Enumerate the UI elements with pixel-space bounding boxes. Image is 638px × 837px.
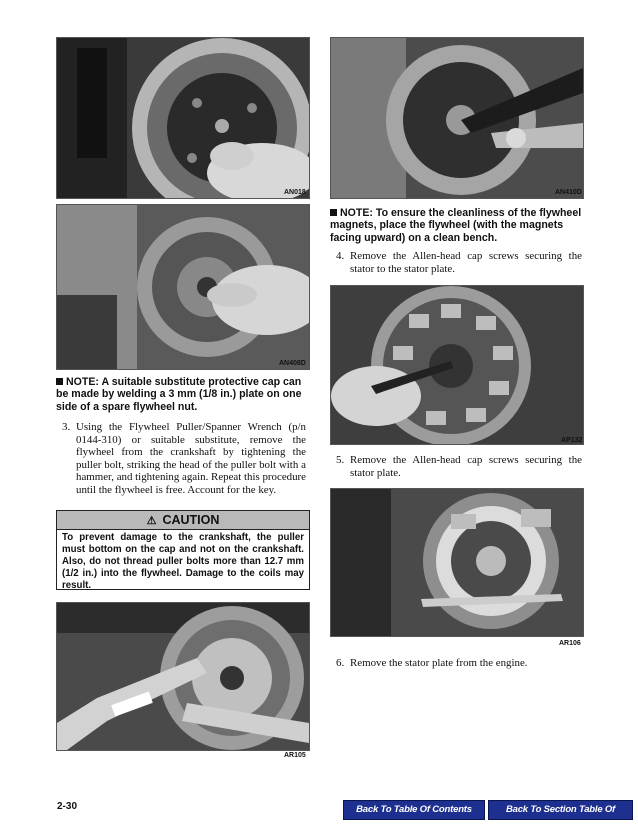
photo-flywheel-puller-installed [56,204,310,370]
photo-an408d-image [57,205,309,369]
step-4-number: 4. [336,250,345,262]
photo-ap132-image [331,286,583,444]
page-number: 2-30 [57,801,78,812]
photo-ar105-image [57,603,309,750]
step-3 [62,421,306,497]
caution-header [57,511,309,530]
caution-box [56,510,310,590]
photo-spanner-wrench [330,37,584,199]
step-4 [336,250,582,275]
figure-label-ap132: AP132 [561,437,583,444]
back-to-section-toc-button[interactable]: Back To Section Table Of Contents [488,800,633,820]
step-5-number: 5. [336,454,345,466]
photo-stator-plate [330,488,584,637]
step-3-number: 3. [62,421,71,433]
bullet-square-icon [56,378,63,385]
photo-stator-screws [330,285,584,445]
step-4-text: Remove the Allen-head cap screws securing the stator to the stator plate. [350,250,582,275]
photo-an410d-image [331,38,583,198]
step-6-number: 6. [336,657,345,669]
bullet-square-icon [330,209,337,216]
note-protective-cap [56,376,308,413]
figure-label-an018: AN018 [284,189,306,196]
caution-title: CAUTION [162,513,220,527]
photo-ar106-image [331,489,583,636]
step-6 [336,657,582,670]
step-3-text: Using the Flywheel Puller/Spanner Wrench (p/n 0144-310) or suitable substitute, remove the flywheel from the crankshaft by tightening the puller bolt, striking the head of the puller bolt with a hammer, and tightening again. Repeat this procedure until the flywheel is free. Account for the key. [76,421,307,496]
step-5-text: Remove the Allen-head cap screws securing the stator plate. [350,454,582,479]
figure-label-an410d: AN410D [555,189,582,196]
note-protective-cap-text: NOTE: A suitable substitute protective cap can be made by welding a 3 mm (1/8 in.) plate on one side of a spare flywheel nut. [56,376,302,413]
caution-text: To prevent damage to the crankshaft, the puller must bottom on the cap and not on the crankshaft. Also, do not thread puller bolts more than 12.7 mm (1/2 in.) into the flywheel. Damage to the coils may result. [62,532,304,592]
photo-flywheel-nut-removal [56,37,310,199]
step-5 [336,454,582,479]
photo-an018-image [57,38,309,198]
step-6-text: Remove the stator plate from the engine. [350,657,528,669]
figure-label-ar106: AR106 [559,640,581,647]
note-flywheel-magnets-text: NOTE: To ensure the cleanliness of the flywheel magnets, place the flywheel (with the magnets facing upward) on a clean bench. [330,207,582,244]
warning-triangle-icon: ⚠ [146,515,157,527]
back-to-toc-button[interactable]: Back To Table Of Contents [343,800,485,820]
photo-flywheel-puller-wrench [56,602,310,751]
note-flywheel-magnets [330,207,582,244]
figure-label-an408d: AN408D [279,360,306,367]
figure-label-ar105: AR105 [284,752,306,759]
